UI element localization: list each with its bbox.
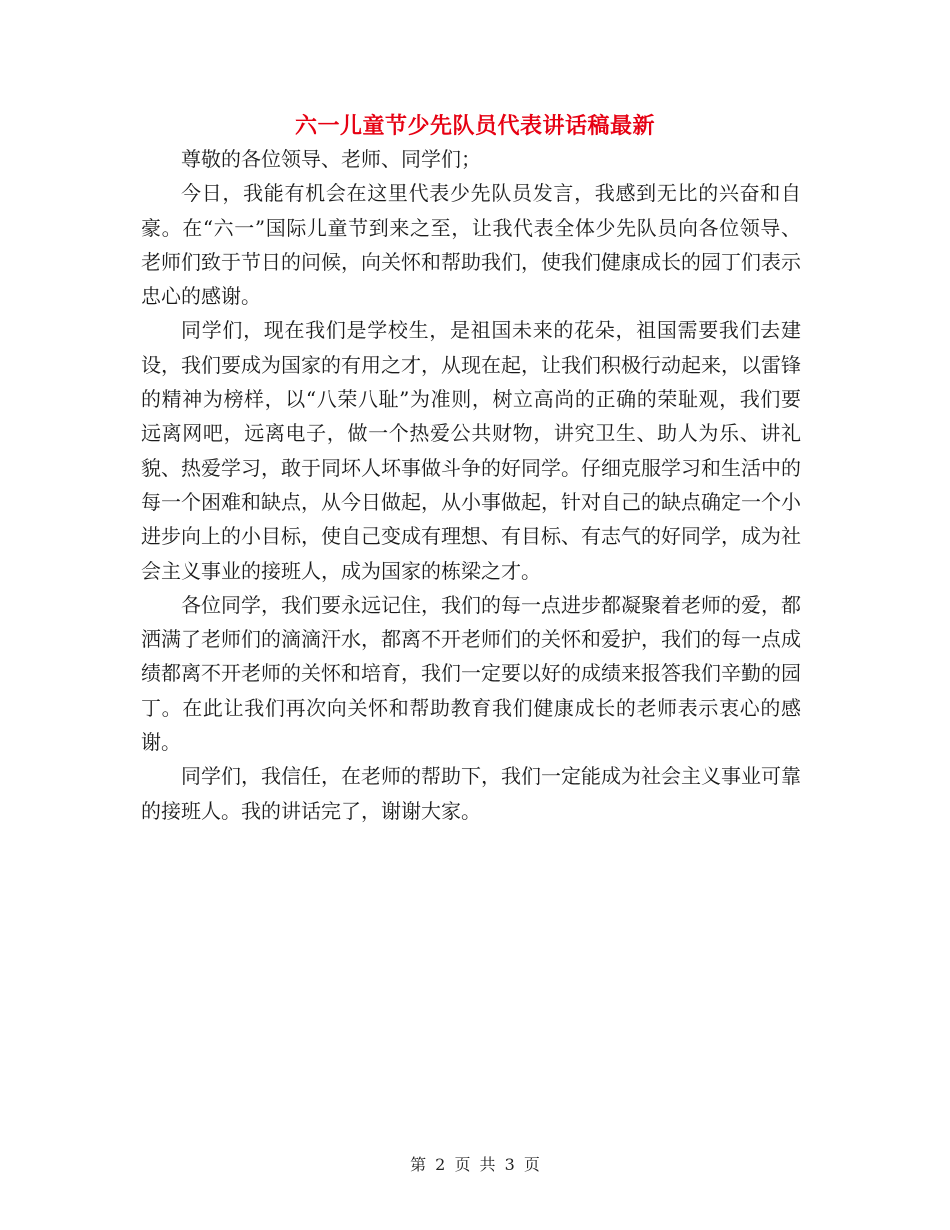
paragraph-4: 同学们，我信任，在老师的帮助下，我们一定能成为社会主义事业可靠的接班人。我的讲话完了，谢谢大家。: [141, 764, 801, 823]
document-title: 六一儿童节少先队员代表讲话稿最新: [294, 114, 655, 139]
paragraph-3: 各位同学，我们要永远记住，我们的每一点进步都凝聚着老师的爱，都洒满了老师们的滴滴汗水，都离不开老师们的关怀和爱护，我们的每一点成绩都离不开老师的关怀和培育，我们一定要以好的成绩来报答我们辛勤的园丁。在此让我们再次向关怀和帮助教育我们健康成长的老师表示衷心的感谢。: [141, 592, 801, 755]
paragraph-2: 同学们，现在我们是学校生，是祖国未来的花朵，祖国需要我们去建设，我们要成为国家的有用之才，从现在起，让我们积极行动起来，以雷锋的精神为榜样，以“八荣八耻”为准则，树立高尚的正确的荣耻观，我们要远离网吧，远离电子，做一个热爱公共财物，讲究卫生、助人为乐、讲礼貌、热爱学习，敢于同坏人坏事做斗争的好同学。仔细克服学习和生活中的每一个困难和缺点，从今日做起，从小事做起，针对自己的缺点确定一个小进步向上的小目标，使自己变成有理想、有目标、有志气的好同学，成为社会主义事业的接班人，成为国家的栋梁之才。: [141, 318, 801, 583]
paragraph-1: 今日，我能有机会在这里代表少先队员发言，我感到无比的兴奋和自豪。在“六一”国际儿童节到来之至，让我代表全体少先队员向各位领导、老师们致于节日的问候，向关怀和帮助我们，使我们健康成长的园丁们表示忠心的感谢。: [141, 181, 801, 309]
page-number-footer: 第 2 页 共 3 页: [410, 1155, 540, 1174]
paragraph-salutation: 尊敬的各位领导、老师、同学们；: [181, 147, 481, 171]
document-body: [141, 142, 801, 828]
